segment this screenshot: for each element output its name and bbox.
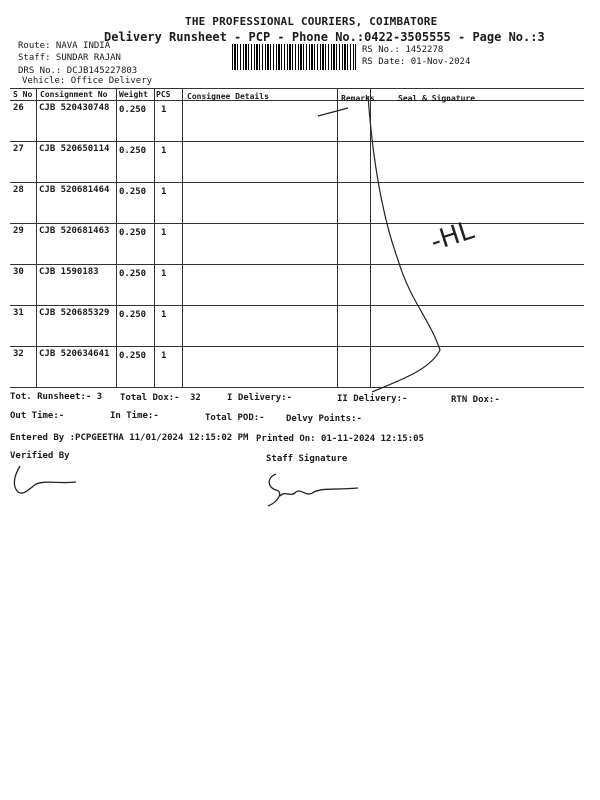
row-sno: 29 (13, 226, 24, 236)
entered-by: Entered By :PCPGEETHA 11/01/2024 12:15:02 PM (10, 433, 249, 443)
row-sno: 27 (13, 144, 24, 154)
row-consignment: CJB 520681464 (39, 185, 110, 195)
ii-delivery-label: II Delivery:- (337, 394, 408, 404)
row-weight: 0.250 (119, 187, 147, 197)
row-pcs: 1 (161, 105, 167, 115)
i-delivery-label: I Delivery:- (227, 393, 293, 403)
drs-label: DRS No.: DCJB145227803 (18, 66, 138, 76)
row-pcs: 1 (161, 351, 167, 361)
in-time-label: In Time:- (110, 411, 159, 421)
col-header-remarks: Remarks (341, 94, 375, 103)
company-title: THE PROFESSIONAL COURIERS, COIMBATORE (185, 15, 438, 28)
row-sno: 31 (13, 308, 24, 318)
row-sno: 30 (13, 267, 24, 277)
delvy-points-label: Delvy Points:- (286, 414, 362, 424)
col-header-pcs: PCS (156, 90, 171, 99)
verifier-signature (10, 462, 80, 502)
row-weight: 0.250 (119, 146, 147, 156)
row-consignment: CJB 520650114 (39, 144, 110, 154)
rtn-dox-label: RTN Dox:- (451, 395, 500, 405)
rs-date-label: RS Date: 01-Nov-2024 (362, 57, 471, 67)
out-time-label: Out Time:- (10, 411, 65, 421)
row-consignment: CJB 1590183 (39, 267, 99, 277)
row-weight: 0.250 (119, 105, 147, 115)
route-label: Route: NAVA INDIA (18, 41, 111, 51)
row-sno: 28 (13, 185, 24, 195)
col-header-weight: Weight (119, 90, 148, 99)
col-header-sno: S No (13, 90, 33, 99)
row-pcs: 1 (161, 228, 167, 238)
vehicle-label: Vehicle: Office Delivery (22, 76, 153, 86)
runsheet-subtitle: Delivery Runsheet - PCP - Phone No.:0422-3505555 - Page No.:3 (104, 30, 545, 44)
printed-on: Printed On: 01-11-2024 12:15:05 (256, 434, 424, 444)
row-consignment: CJB 520685329 (39, 308, 110, 318)
row-consignment: CJB 520634641 (39, 349, 110, 359)
row-pcs: 1 (161, 187, 167, 197)
row-sno: 26 (13, 103, 24, 113)
col-header-consignment: Consignment No (40, 90, 108, 99)
remark-mark-text: -HL (426, 215, 478, 258)
row-consignment: CJB 520681463 (39, 226, 110, 236)
row-pcs: 1 (161, 269, 167, 279)
row-weight: 0.250 (119, 228, 147, 238)
col-header-seal: Seal & Signature (398, 94, 476, 103)
rs-no-label: RS No.: 1452278 (362, 45, 444, 55)
col-header-consignee: Consignee Details (187, 92, 269, 101)
total-dox-value: 32 (190, 393, 201, 403)
row-consignment: CJB 520430748 (39, 103, 110, 113)
staff-label: Staff: SUNDAR RAJAN (18, 53, 121, 63)
total-dox-label: Total Dox:- (120, 393, 180, 403)
row-pcs: 1 (161, 146, 167, 156)
tot-runsheet: Tot. Runsheet:- 3 (10, 392, 103, 402)
row-sno: 32 (13, 349, 24, 359)
staff-signature-label: Staff Signature (266, 454, 348, 464)
row-weight: 0.250 (119, 269, 147, 279)
row-pcs: 1 (161, 310, 167, 320)
row-weight: 0.250 (119, 310, 147, 320)
staff-signature (262, 468, 372, 513)
total-pod-label: Total POD:- (205, 413, 265, 423)
row-weight: 0.250 (119, 351, 147, 361)
verified-by-label: Verified By (10, 451, 70, 461)
